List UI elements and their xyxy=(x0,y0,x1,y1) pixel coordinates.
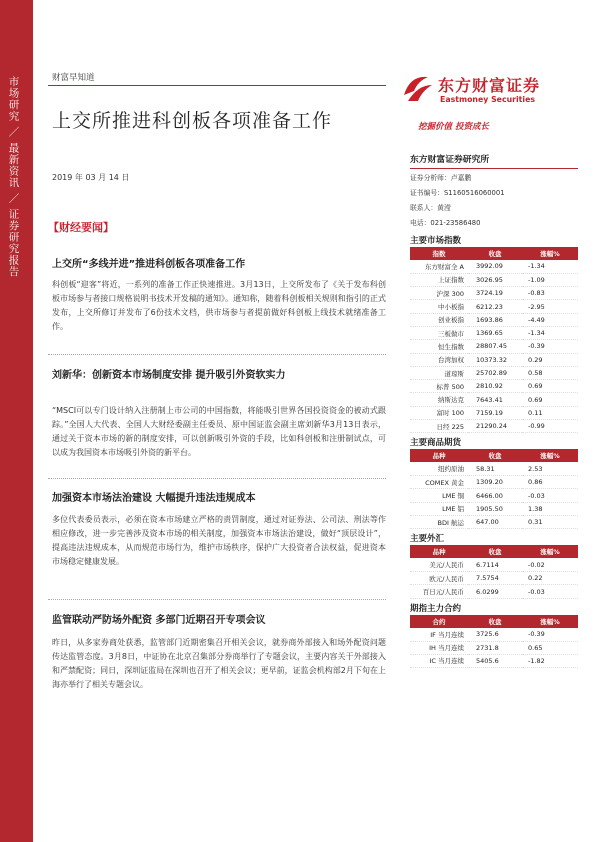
close-value: 7643.41 xyxy=(468,393,522,406)
change-percent: -0.02 xyxy=(522,558,578,571)
table-row xyxy=(410,353,578,366)
change-percent: -0.83 xyxy=(522,287,578,300)
close-value: 25702.89 xyxy=(468,366,522,379)
change-percent: 0.29 xyxy=(522,353,578,366)
certificate-number: 证书编号：S1160516060001 xyxy=(410,189,505,197)
news-divider xyxy=(48,599,386,600)
news-divider xyxy=(48,478,386,479)
close-value: 1905.50 xyxy=(468,502,522,515)
company-logo xyxy=(400,71,580,111)
change-percent: -1.82 xyxy=(522,654,578,667)
change-percent: -0.39 xyxy=(522,340,578,353)
instrument-name: 上证指数 xyxy=(410,273,468,286)
table-row xyxy=(410,287,578,300)
commodity-table-title: 主要商品期货 xyxy=(410,438,462,449)
table-row xyxy=(410,300,578,313)
close-value: 10373.32 xyxy=(468,353,522,366)
table-row xyxy=(410,572,578,585)
close-value: 3992.09 xyxy=(468,260,522,273)
header-label: 财富早知道 xyxy=(52,73,95,83)
instrument-name: 欧元/人民币 xyxy=(410,572,468,585)
change-percent: -0.99 xyxy=(522,420,578,433)
close-value: 28807.45 xyxy=(468,340,522,353)
news-divider xyxy=(48,354,386,355)
table-row xyxy=(410,326,578,339)
column-header: 收盘 xyxy=(468,545,522,558)
close-value: 1369.65 xyxy=(468,326,522,339)
change-percent: -0.03 xyxy=(522,585,578,598)
change-percent: -0.39 xyxy=(522,628,578,641)
logo-chinese-name: 东方财富证券 xyxy=(438,76,541,95)
news-title: 监管联动严防场外配资 多部门近期召开专项会议 xyxy=(52,615,266,626)
column-header: 涨幅% xyxy=(522,545,578,558)
table-row xyxy=(410,380,578,393)
commodity-table xyxy=(410,449,578,529)
change-percent: 0.69 xyxy=(522,380,578,393)
column-header: 收盘 xyxy=(468,449,522,462)
right-column xyxy=(410,152,578,668)
instrument-name: 富时 100 xyxy=(410,406,468,419)
table-row xyxy=(410,628,578,641)
instrument-name: 三板做市 xyxy=(410,326,468,339)
table-row xyxy=(410,489,578,502)
column-header: 品种 xyxy=(410,449,468,462)
report-sidebar xyxy=(0,0,33,842)
instrument-name: LME 铜 xyxy=(410,489,468,502)
analyst-name: 证券分析师：卢嘉鹏 xyxy=(410,174,472,182)
close-value: 6.0299 xyxy=(468,585,522,598)
logo-english-name: Eastmoney Securities xyxy=(440,95,535,104)
table-row xyxy=(410,260,578,273)
table-row xyxy=(410,366,578,379)
header-divider xyxy=(48,85,386,86)
close-value: 6466.00 xyxy=(468,489,522,502)
change-percent: -1.34 xyxy=(522,260,578,273)
column-header: 涨幅% xyxy=(522,449,578,462)
instrument-name: 纳斯达克 xyxy=(410,393,468,406)
company-slogan: 挖掘价值 投资成长 xyxy=(418,122,489,132)
change-percent: -1.09 xyxy=(522,273,578,286)
table-row xyxy=(410,420,578,433)
close-value: 3724.19 xyxy=(468,287,522,300)
instrument-name: 恒生指数 xyxy=(410,340,468,353)
change-percent: 0.58 xyxy=(522,366,578,379)
change-percent: -1.34 xyxy=(522,326,578,339)
column-header: 指数 xyxy=(410,247,468,260)
close-value: 6.7114 xyxy=(468,558,522,571)
close-value: 1693.86 xyxy=(468,313,522,326)
news-title: 刘新华：创新资本市场制度安排 提升吸引外资软实力 xyxy=(52,370,286,381)
table-row xyxy=(410,462,578,475)
change-percent: 0.86 xyxy=(522,476,578,489)
news-body: 科创板“迎客”将近，一系列的准备工作正快速推进。3月13日，上交所发布了《关于发布科创板市场参与者接口规格说明书技术开发稿的通知》。通知称，随着科创板相关规则和指引的正式发布，上交所修订并发布了6份技术文档，供市场参与者提前做好科创板上线技术就绪准备工作。 xyxy=(52,280,386,331)
news-title: 上交所“多线并进”推进科创板各项准备工作 xyxy=(52,259,246,270)
logo-mark-icon xyxy=(400,71,434,105)
close-value: 7.5754 xyxy=(468,572,522,585)
instrument-name: LME 铝 xyxy=(410,502,468,515)
instrument-name: BDI 航运 xyxy=(410,516,468,529)
table-row xyxy=(410,313,578,326)
instrument-name: 创业板指 xyxy=(410,313,468,326)
table-row xyxy=(410,393,578,406)
column-header: 合约 xyxy=(410,615,468,628)
news-body: 昨日，从多家券商处获悉，监管部门近期密集召开相关会议，就券商外部接入和场外配资问题传达监管态度。3月8日，中证协在北京召集部分券商举行了专题会议，主要内容关于外部接入和严禁配资；同日，深圳证监局在深圳也召开了相关会议；更早前，证监会机构部2月下旬在上海亦举行了相关专题会议。 xyxy=(52,638,386,689)
instrument-name: 中小板指 xyxy=(410,300,468,313)
change-percent: -0.03 xyxy=(522,489,578,502)
table-row xyxy=(410,406,578,419)
close-value: 6212.23 xyxy=(468,300,522,313)
change-percent: 0.22 xyxy=(522,572,578,585)
column-header: 收盘 xyxy=(468,247,522,260)
change-percent: 1.38 xyxy=(522,502,578,515)
instrument-name: IF 当月连续 xyxy=(410,628,468,641)
instrument-name: IH 当月连续 xyxy=(410,641,468,654)
instrument-name: 美元/人民币 xyxy=(410,558,468,571)
table-row xyxy=(410,340,578,353)
close-value: 1309.20 xyxy=(468,476,522,489)
close-value: 58.31 xyxy=(468,462,522,475)
research-institute-title: 东方财富证券研究所 xyxy=(410,152,578,169)
change-percent: 0.69 xyxy=(522,393,578,406)
close-value: 2810.92 xyxy=(468,380,522,393)
table-row xyxy=(410,273,578,286)
table-row xyxy=(410,502,578,515)
instrument-name: 沪深 300 xyxy=(410,287,468,300)
close-value: 3725.6 xyxy=(468,628,522,641)
forex-table-title: 主要外汇 xyxy=(410,534,445,545)
close-value: 7159.19 xyxy=(468,406,522,419)
section-tag: 【财经要闻】 xyxy=(48,221,114,234)
news-body: 多位代表委员表示，必须在资本市场建立严格的责罚制度，通过对证券法、公司法、刑法等作相应修改，进一步完善涉及资本市场的相关制度，加强资本市场法治建设，做好“顶层设计”，提高违法违规成本，从而规范市场行为，维护市场秩序，保护广大投资者合法权益，促进资本市场稳定健康发展。 xyxy=(52,515,386,566)
instrument-name: 东方财富全 A xyxy=(410,260,468,273)
forex-table xyxy=(410,545,578,598)
market-index-table-title: 主要市场指数 xyxy=(410,236,462,246)
column-header: 涨幅% xyxy=(522,247,578,260)
column-header: 品种 xyxy=(410,545,468,558)
change-percent: 0.31 xyxy=(522,516,578,529)
news-title: 加强资本市场法治建设 大幅提升违法违规成本 xyxy=(52,493,256,504)
instrument-name: COMEX 黄金 xyxy=(410,476,468,489)
sidebar-label: 市场研究 ／ 最新资讯 ／ 证券研究报告 xyxy=(7,76,20,278)
close-value: 3026.95 xyxy=(468,273,522,286)
change-percent: -4.49 xyxy=(522,313,578,326)
instrument-name: 百日元/人民币 xyxy=(410,585,468,598)
change-percent: 2.53 xyxy=(522,462,578,475)
futures-table-title: 期指主力合约 xyxy=(410,603,462,614)
table-row xyxy=(410,558,578,571)
column-header: 收盘 xyxy=(468,615,522,628)
contact-person: 联系人：黄滢 xyxy=(410,204,451,212)
table-row xyxy=(410,516,578,529)
instrument-name: 纽约原油 xyxy=(410,462,468,475)
change-percent: 0.11 xyxy=(522,406,578,419)
news-body: “MSCI可以专门设计纳入注册制上市公司的中国指数，将能吸引世界各国投资资金的被动式跟踪。”全国人大代表、全国人大财经委副主任委员、原中国证监会副主席刘新华3月13日表示，通过关于资本市场的新的制度安排，可以创新吸引外资的手段，比如科创板和注册制试点，可以成为我国资本市场吸引外资的新平台。 xyxy=(52,406,386,457)
market-index-table xyxy=(410,247,578,433)
futures-table xyxy=(410,615,578,668)
report-date: 2019 年 03 月 14 日 xyxy=(52,173,130,182)
instrument-name: 台湾加权 xyxy=(410,353,468,366)
close-value: 647.00 xyxy=(468,516,522,529)
table-row xyxy=(410,654,578,667)
change-percent: 0.65 xyxy=(522,641,578,654)
table-row xyxy=(410,585,578,598)
contact-phone: 电话：021-23586480 xyxy=(410,219,481,227)
change-percent: -2.95 xyxy=(522,300,578,313)
report-title: 上交所推进科创板各项准备工作 xyxy=(52,110,333,132)
instrument-name: 日经 225 xyxy=(410,420,468,433)
instrument-name: 道琼斯 xyxy=(410,366,468,379)
instrument-name: 标普 500 xyxy=(410,380,468,393)
close-value: 2731.8 xyxy=(468,641,522,654)
close-value: 21290.24 xyxy=(468,420,522,433)
table-row xyxy=(410,641,578,654)
column-header: 涨幅% xyxy=(522,615,578,628)
table-row xyxy=(410,476,578,489)
close-value: 5405.6 xyxy=(468,654,522,667)
instrument-name: IC 当月连续 xyxy=(410,654,468,667)
